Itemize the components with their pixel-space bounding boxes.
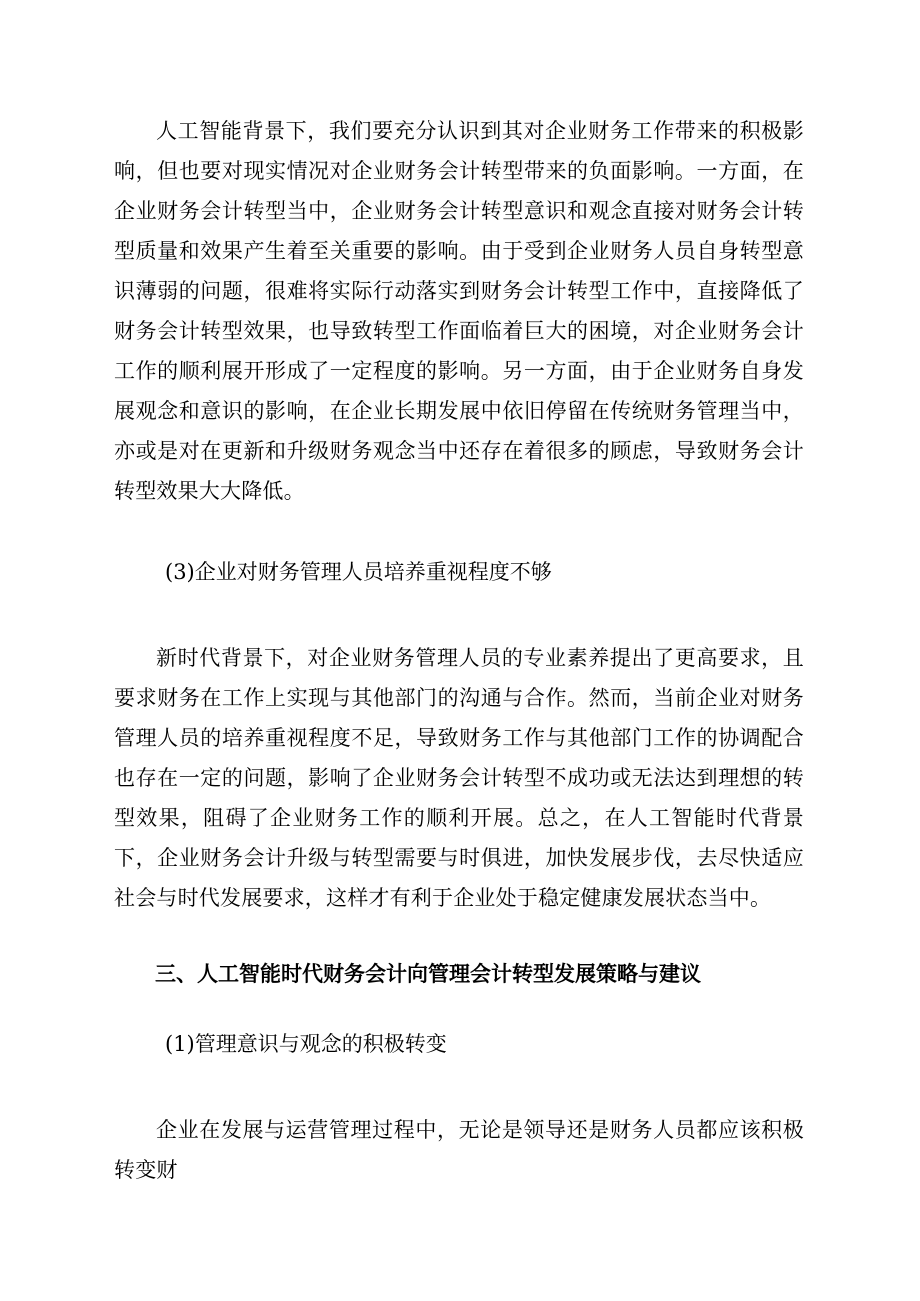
subheading: (3)企业对财务管理人员培养重视程度不够	[165, 560, 552, 584]
body-paragraph: 新时代背景下，对企业财务管理人员的专业素养提出了更高要求，且要求财务在工作上实现与其他部门的沟通与合作。然而，当前企业对财务管理人员的培养重视程度不足，导致财务工作与其他部门工作的协调配合也存在一定的问题，影响了企业财务会计转型不成功或无法达到理想的转型效果，阻碍了企业财务工作的顺利开展。总之，在人工智能时代背景下，企业财务会计升级与转型需要与时俱进，加快发展步伐，去尽快适应社会与时代发展要求，这样才有利于企业处于稳定健康发展状态当中。	[114, 646, 804, 910]
body-paragraph: 企业在发展与运营管理过程中，无论是领导还是财务人员都应该积极转变财	[114, 1118, 804, 1182]
section-heading: 三、人工智能时代财务会计向管理会计转型发展策略与建议	[155, 962, 701, 986]
body-paragraph: 人工智能背景下，我们要充分认识到其对企业财务工作带来的积极影响，但也要对现实情况对企业财务会计转型带来的负面影响。一方面，在企业财务会计转型当中，企业财务会计转型意识和观念直接对财务会计转型质量和效果产生着至关重要的影响。由于受到企业财务人员自身转型意识薄弱的问题，很难将实际行动落实到财务会计转型工作中，直接降低了财务会计转型效果，也导致转型工作面临着巨大的困境，对企业财务会计工作的顺利展开形成了一定程度的影响。另一方面，由于企业财务自身发展观念和意识的影响，在企业长期发展中依旧停留在传统财务管理当中，亦或是对在更新和升级财务观念当中还存在着很多的顾虑，导致财务会计转型效果大大降低。	[114, 119, 804, 503]
subheading: (1)管理意识与观念的积极转变	[165, 1032, 447, 1056]
